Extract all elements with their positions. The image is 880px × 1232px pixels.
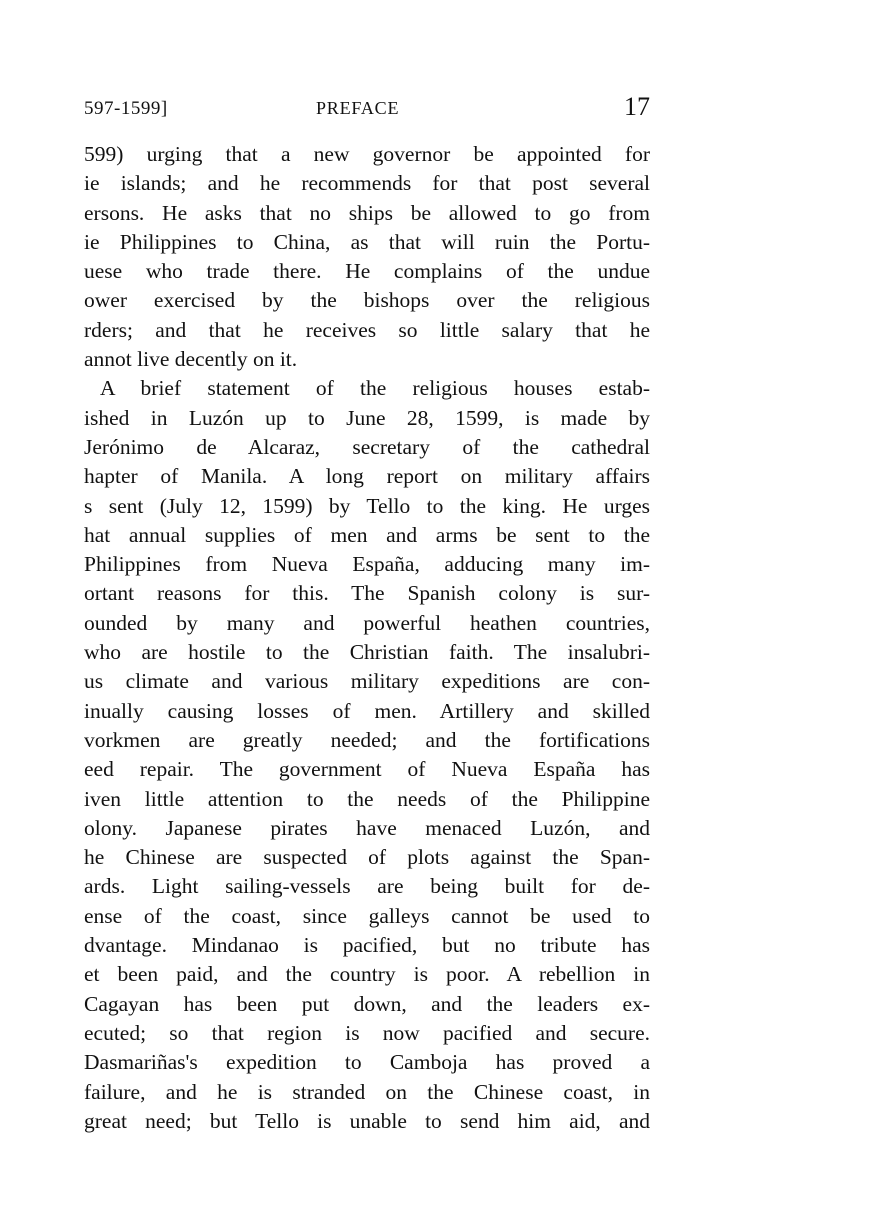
paragraph-1 bbox=[84, 140, 650, 374]
text-line: great need; but Tello is unable to send him aid, and bbox=[84, 1108, 650, 1133]
text-line: iven little attention to the needs of the Philippine bbox=[84, 786, 650, 811]
running-head bbox=[84, 92, 650, 126]
text-line: dvantage. Mindanao is pacified, but no tribute has bbox=[84, 933, 650, 958]
text-line: 599) urging that a new governor be appointed for bbox=[84, 142, 650, 166]
text-line: us climate and various military expeditions are con- bbox=[84, 669, 650, 694]
page-number: 17 bbox=[624, 92, 650, 121]
year-range: 597-1599] bbox=[84, 98, 168, 119]
text-line: Jerónimo de Alcaraz, secretary of the cathedral bbox=[84, 434, 650, 459]
text-line: ortant reasons for this. The Spanish colony is sur- bbox=[84, 581, 650, 606]
text-line: s sent (July 12, 1599) by Tello to the king. He urges bbox=[84, 493, 650, 518]
text-line: ished in Luzón up to June 28, 1599, is made by bbox=[84, 405, 650, 430]
body-text bbox=[84, 140, 650, 1136]
text-line: A brief statement of the religious houses estab- bbox=[100, 376, 650, 401]
text-line: ie Philippines to China, as that will ruin the Portu- bbox=[84, 229, 650, 254]
text-line: ower exercised by the bishops over the religious bbox=[84, 288, 650, 313]
text-line: hat annual supplies of men and arms be sent to the bbox=[84, 522, 650, 547]
text-line: Dasmariñas's expedition to Camboja has proved a bbox=[84, 1050, 650, 1075]
text-line: hapter of Manila. A long report on military affairs bbox=[84, 464, 650, 489]
text-line: ecuted; so that region is now pacified and secure. bbox=[84, 1020, 650, 1045]
text-line: Philippines from Nueva España, adducing many im- bbox=[84, 552, 650, 577]
text-line: ards. Light sailing-vessels are being built for de- bbox=[84, 874, 650, 899]
text-line: he Chinese are suspected of plots against the Span- bbox=[84, 845, 650, 870]
text-line: ense of the coast, since galleys cannot be used to bbox=[84, 903, 650, 928]
text-line: et been paid, and the country is poor. A rebellion in bbox=[84, 962, 650, 987]
text-line: rders; and that he receives so little salary that he bbox=[84, 317, 650, 342]
text-line: ie islands; and he recommends for that post several bbox=[84, 171, 650, 196]
text-line: vorkmen are greatly needed; and the fortifications bbox=[84, 727, 650, 752]
text-line: Cagayan has been put down, and the leaders ex- bbox=[84, 991, 650, 1016]
text-line: uese who trade there. He complains of the undue bbox=[84, 259, 650, 284]
text-line: ersons. He asks that no ships be allowed to go from bbox=[84, 200, 650, 225]
text-line: eed repair. The government of Nueva España has bbox=[84, 757, 650, 782]
text-line: inually causing losses of men. Artillery and skilled bbox=[84, 698, 650, 723]
text-line: olony. Japanese pirates have menaced Luzón, and bbox=[84, 815, 650, 840]
text-line: annot live decently on it. bbox=[84, 347, 298, 372]
text-line: failure, and he is stranded on the Chinese coast, in bbox=[84, 1079, 650, 1104]
text-line: who are hostile to the Christian faith. The insalubri- bbox=[84, 640, 650, 665]
page-title: PREFACE bbox=[316, 98, 400, 118]
text-line: ounded by many and powerful heathen countries, bbox=[84, 610, 650, 635]
paragraph-2 bbox=[84, 374, 650, 1136]
